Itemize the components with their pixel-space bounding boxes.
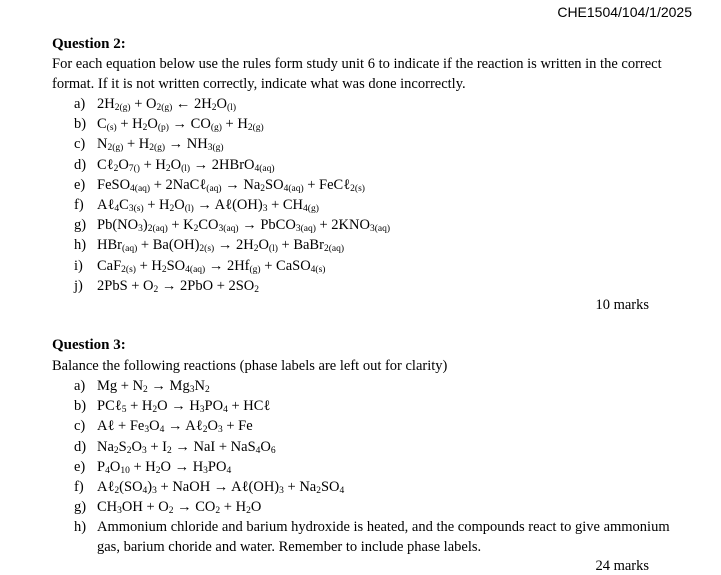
- item-label: c): [74, 136, 86, 153]
- item-label: a): [74, 96, 86, 112]
- item-equation: $Pb(NO_3)_{2(aq)} + K_2CO_{3(aq)}$ → PbCO$_{3(aq)}$ + $2KNO_{3(aq)}$: [97, 217, 390, 235]
- item-label: f): [74, 196, 84, 213]
- item-equation: $C_{(s)} + H_2O_{(p)} \to CO_{(g)} + H_{2(g)}$: [97, 116, 264, 134]
- item-equation: $CaF_{2(s)} + H_2SO_{4(aq)} \to 2Hf_{(g)}$ + CaSO$_{4(s)}$: [97, 257, 326, 275]
- item-equation: FeSO$_{4(aq)}$ + 2NaCℓ$_{(aq)}$ → $Na_2SO_{4(aq)}$ + FeCℓ$_{2(s)}$: [97, 176, 365, 194]
- list-item: [74, 256, 390, 276]
- item-label: h): [74, 519, 87, 536]
- item-label: g): [74, 217, 87, 234]
- list-item: [74, 437, 694, 457]
- item-label: f): [74, 478, 84, 495]
- list-item: [74, 497, 694, 517]
- list-item: [74, 195, 390, 215]
- item-equation: $Mg + N_2 \to Mg_3N_2$: [97, 378, 210, 395]
- item-equation: $2PbS + O_2 \to 2PbO + 2SO_2$: [97, 277, 260, 295]
- item-label: b): [74, 116, 87, 133]
- list-item: [74, 396, 694, 416]
- item-label: e): [74, 176, 86, 193]
- item-equation: $C\ell_2O_{7()} + H_2O_{(l)}$ → 2HBrO$_{4(aq)}$: [97, 156, 275, 174]
- list-item: [74, 94, 390, 114]
- list-item: [74, 134, 390, 154]
- item-label: d): [74, 156, 87, 173]
- item-label: b): [74, 398, 87, 415]
- list-item: [74, 416, 694, 436]
- list-item: [74, 517, 694, 557]
- question-3-list: [74, 376, 694, 557]
- list-item: [74, 155, 390, 175]
- item-label: i): [74, 257, 83, 274]
- course-code: CHE1504/104/1/2025: [557, 4, 692, 20]
- list-item: [74, 457, 694, 477]
- list-item: [74, 376, 694, 396]
- question-2-marks: 10 marks: [595, 297, 649, 313]
- item-label: e): [74, 458, 86, 475]
- question-2-list: [74, 94, 390, 296]
- item-label: g): [74, 499, 87, 516]
- list-item: [74, 276, 390, 296]
- item-label: d): [74, 438, 87, 455]
- item-label: j): [74, 277, 83, 294]
- question-3-marks: 24 marks: [595, 558, 649, 574]
- list-item: [74, 175, 390, 195]
- item-equation: $HBr_{(aq)} + Ba(OH)_{2(s)} \to 2H_2O_{(l)}$ + BaBr$_{2(aq)}$: [97, 237, 344, 255]
- list-item: [74, 477, 694, 497]
- item-label: c): [74, 418, 86, 435]
- item-label: h): [74, 237, 87, 254]
- item-equation: $A\ell_4C_{3(s)} + H_2O_{(l)}$ → $A\ell(OH)_3 + CH_{4(g)}$: [97, 196, 319, 214]
- item-label: a): [74, 378, 86, 394]
- item-equation: $2H_{2(g)} + O_{2(g)}$ ← $2H_2O_{(l)}$: [97, 96, 236, 113]
- item-equation: $Na_2S_2O_3 + I_2$ → NaI + $NaS_4O_6$: [97, 438, 276, 456]
- item-equation: Ammonium chloride and barium hydroxide is heated, and the compounds react to give ammonium gas, barium choride and water. Remember to include phase labels.: [97, 519, 670, 556]
- list-item: [74, 215, 390, 235]
- question-2-intro: For each equation below use the rules form study unit 6 to indicate if the reaction is written in the correct format. If it is not written correctly, indicate what was done incorrectly.: [52, 56, 662, 92]
- question-2-title: Question 2:: [52, 36, 126, 52]
- item-equation: $N_{2(g)} + H_{2(g)} \to NH_{3(g)}$: [97, 136, 224, 154]
- item-equation: Aℓ + $Fe_3O_4$ → $A\ell_2O_3 + Fe$: [97, 418, 253, 436]
- list-item: [74, 114, 390, 134]
- item-equation: PCℓ$_5$ + $H_2O \to H_3PO_4$ + HCℓ: [97, 398, 271, 416]
- list-item: [74, 235, 390, 255]
- item-equation: $A\ell_2(SO_4)_3$ + NaOH → $A\ell(OH)_3 + Na_2SO_4$: [97, 478, 345, 496]
- item-equation: $CH_3OH + O_2 \to CO_2 + H_2O$: [97, 499, 262, 517]
- question-3-intro: Balance the following reactions (phase labels are left out for clarity): [52, 358, 448, 374]
- item-equation: $P_4O_{10} + H_2O \to H_3PO_4$: [97, 458, 232, 476]
- question-3-title: Question 3:: [52, 337, 126, 353]
